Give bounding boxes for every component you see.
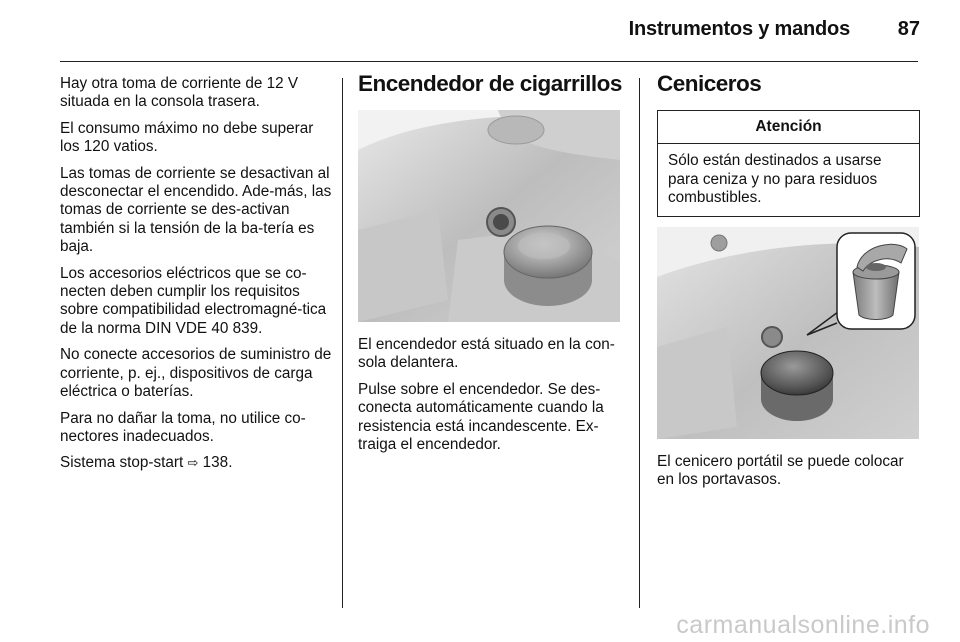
paragraph: El cenicero portátil se puede colocar en los portavasos. — [657, 452, 904, 489]
column-1 — [60, 75, 332, 482]
cross-reference[interactable] — [60, 454, 332, 473]
attention-text: Sólo están destinados a usarse para ceniza y no para residuos combustibles. — [668, 152, 882, 207]
watermark: carmanualsonline.info — [676, 611, 930, 639]
section-heading-lighter: Encendedor de cigarrillos — [358, 71, 622, 96]
cross-reference-page: 138. — [202, 454, 233, 472]
paragraph: Pulse sobre el encendedor. Se des-conecta automáticamente cuando la resistencia está incandescente. Ex-traiga el encendedor. — [358, 380, 604, 454]
paragraph: Las tomas de corriente se desactivan al desconectar el encendido. Ade-más, las tomas de corriente se des-activan también si la tensión de la ba-tería es baja. — [60, 164, 332, 256]
ashtray-photo — [657, 227, 919, 439]
page-number: 87 — [897, 18, 920, 40]
header-rule — [60, 61, 918, 62]
paragraph: Hay otra toma de corriente de 12 V situada en la consola trasera. — [60, 75, 299, 111]
column-divider-2 — [639, 78, 640, 608]
section-heading-ashtrays: Ceniceros — [657, 71, 762, 96]
page-header-title: Instrumentos y mandos — [628, 18, 850, 40]
attention-box — [657, 110, 920, 217]
paragraph: No conecte accesorios de suministro de corriente, p. ej., dispositivos de carga eléctrica o baterías. — [60, 346, 332, 401]
column-2 — [358, 70, 624, 462]
attention-title: Atención — [658, 111, 919, 144]
paragraph: Los accesorios eléctricos que se co-necten deben cumplir los requisitos sobre compatibilidad electromagné-tica de la norma DIN VDE 40 839. — [60, 264, 327, 337]
arrow-right-icon: ⇨ — [187, 456, 199, 472]
paragraph: El encendedor está situado en la con-sola delantera. — [358, 336, 615, 372]
column-3 — [657, 70, 920, 497]
cross-reference-text: Sistema stop-start — [60, 454, 184, 472]
paragraph: Para no dañar la toma, no utilice co-nectores inadecuados. — [60, 409, 306, 445]
cigarette-lighter-photo — [358, 110, 620, 322]
column-divider-1 — [342, 78, 343, 608]
paragraph: El consumo máximo no debe superar los 120 vatios. — [60, 119, 314, 156]
